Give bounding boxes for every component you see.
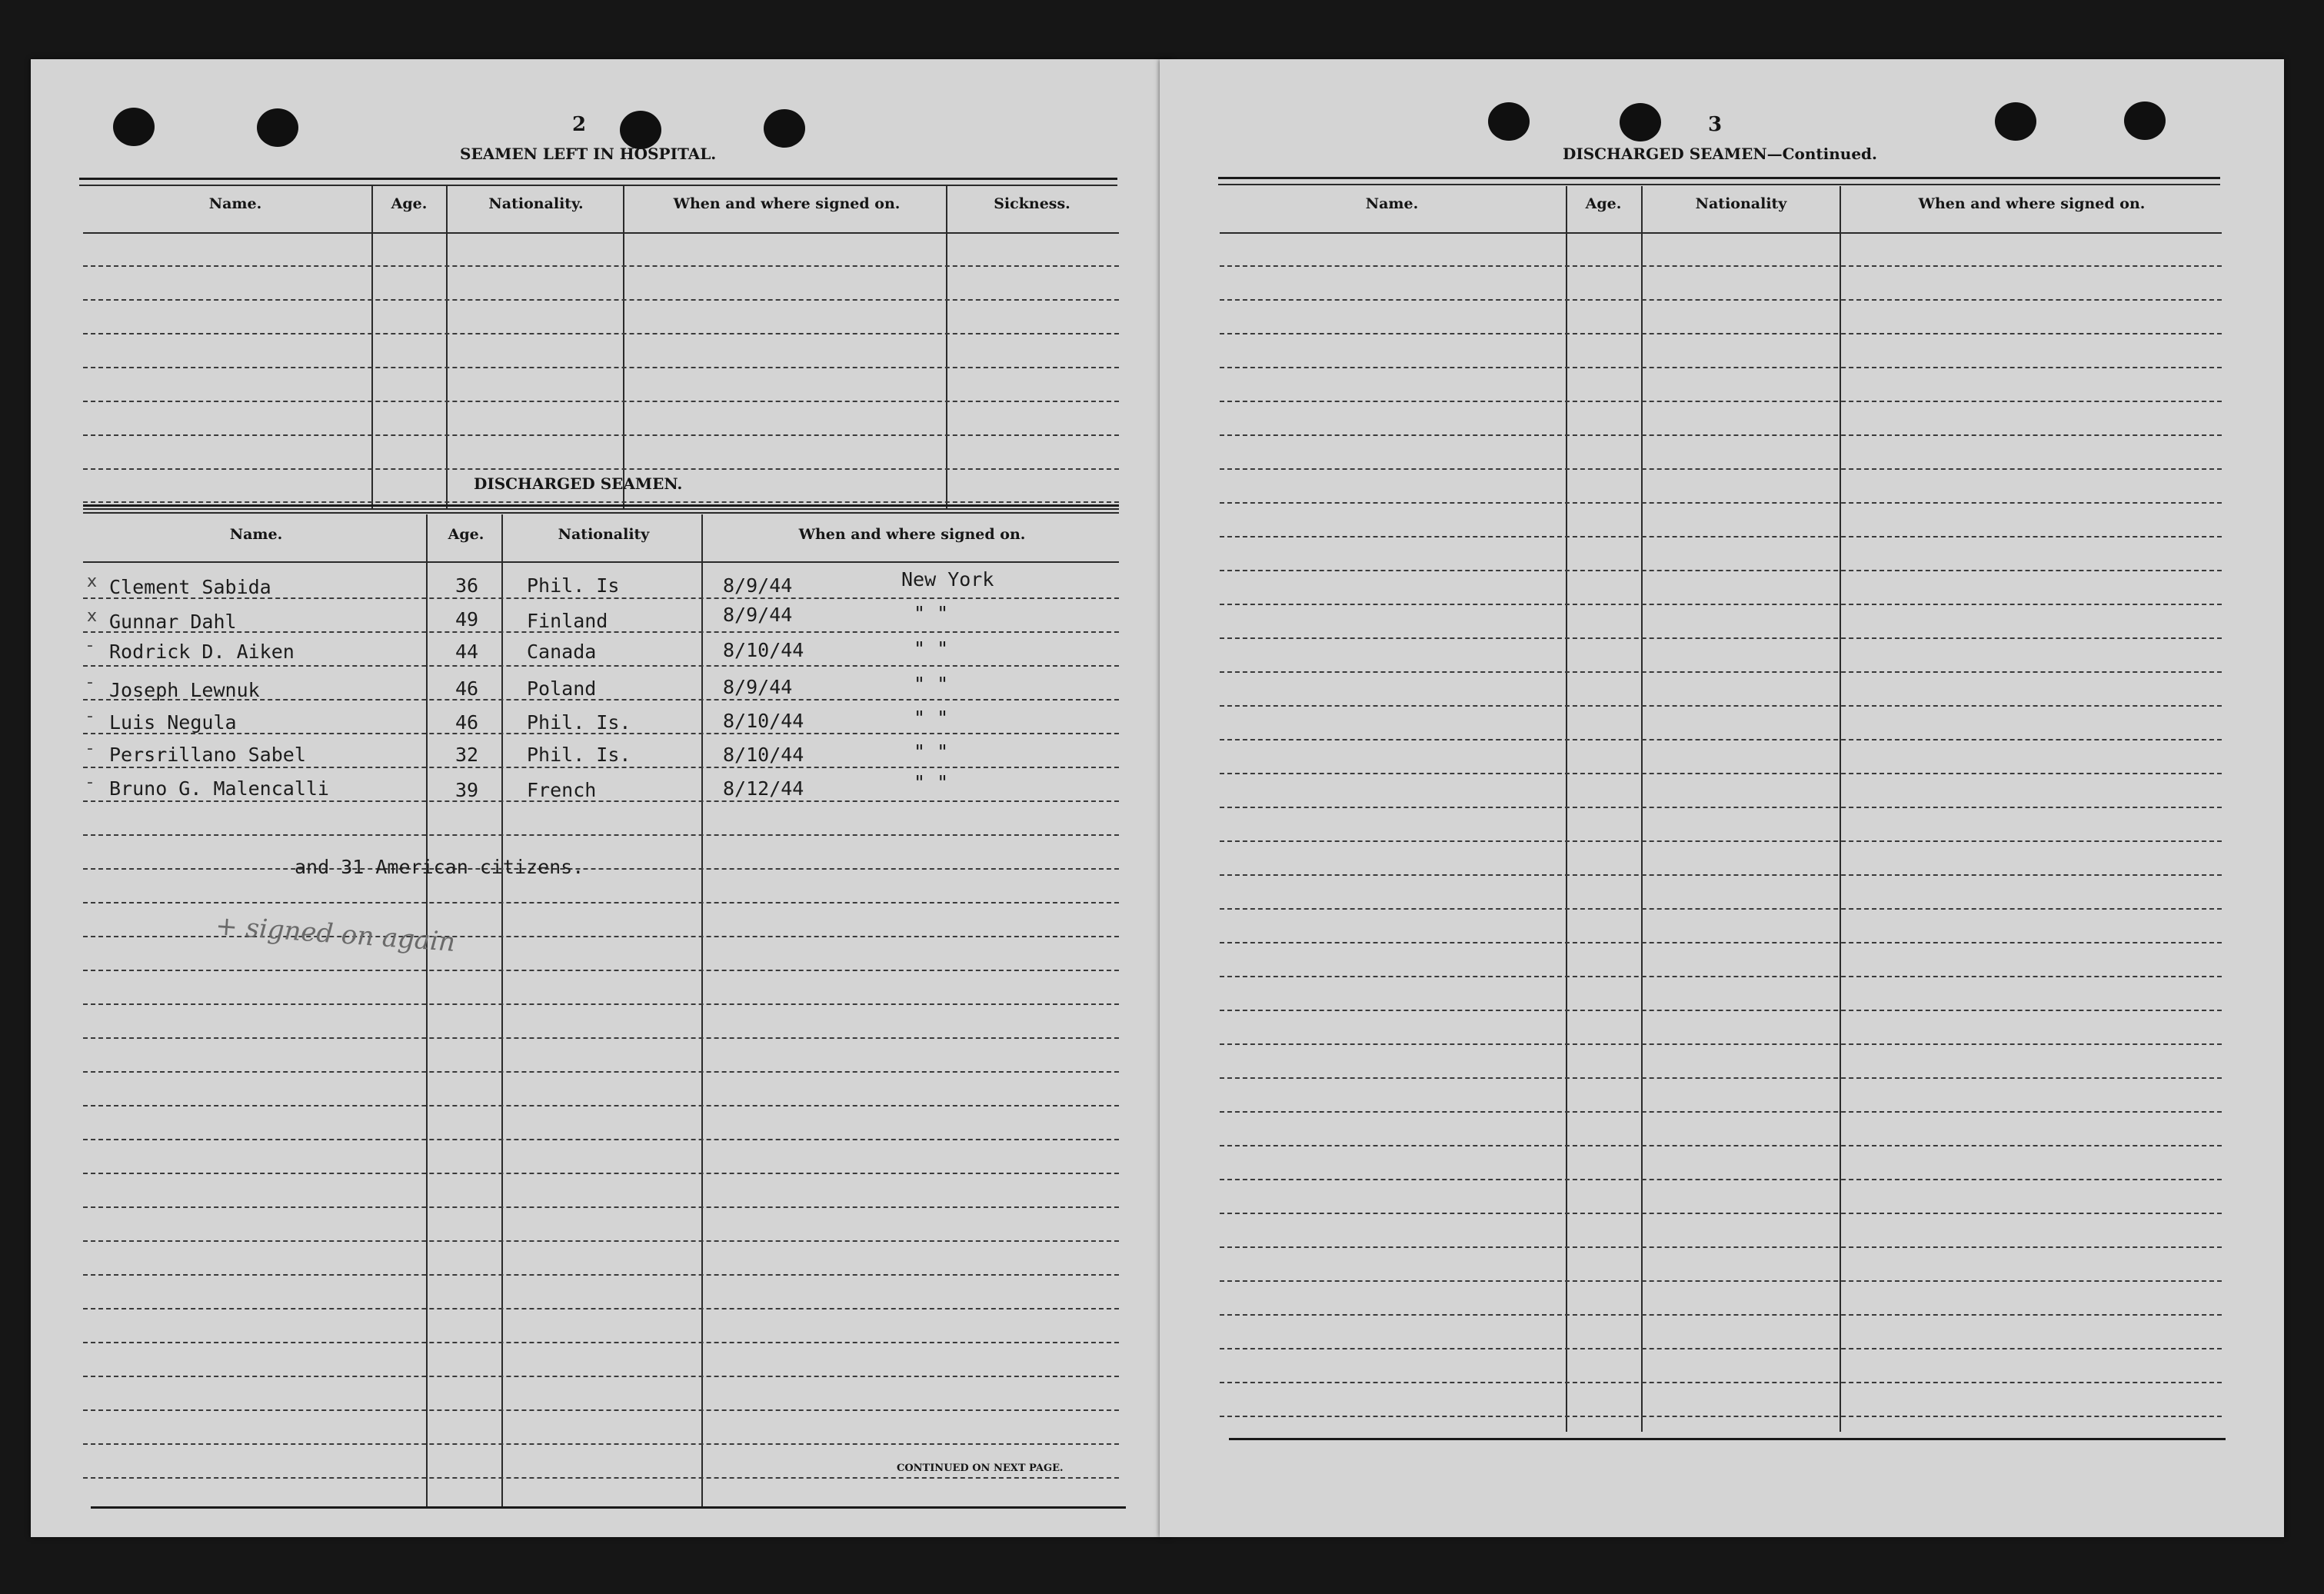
column-header-name: Name. xyxy=(208,195,262,212)
punch-hole xyxy=(1620,103,1661,141)
signed-on-date: 8/9/44 xyxy=(723,574,793,597)
table-row-line xyxy=(83,1308,1119,1309)
table-rule xyxy=(83,508,1119,510)
table-rule xyxy=(79,178,1117,180)
table-row-line xyxy=(1220,604,2222,605)
table-row-line xyxy=(1220,299,2222,301)
seaman-age: 49 xyxy=(455,608,479,631)
column-header-nationality: Nationality xyxy=(1695,195,1787,212)
table-row-line xyxy=(83,800,1119,802)
table-row-line xyxy=(1220,1145,2222,1146)
table-row-line xyxy=(1220,773,2222,774)
seaman-name: Rodrick D. Aiken xyxy=(109,641,295,663)
table-rule xyxy=(1218,177,2220,179)
table-row-line xyxy=(83,1477,1119,1479)
seaman-nationality: Phil. Is. xyxy=(527,744,631,766)
table-row-line xyxy=(1220,1314,2222,1316)
table-row-line xyxy=(83,1376,1119,1377)
table-row-line xyxy=(83,265,1119,267)
table-row-line xyxy=(1220,840,2222,842)
column-header-age: Age. xyxy=(1585,195,1622,212)
seaman-name: Persrillano Sabel xyxy=(109,744,306,766)
seaman-age: 32 xyxy=(455,744,479,766)
seaman-age: 39 xyxy=(455,779,479,801)
table-row-line xyxy=(1220,1111,2222,1113)
table-row-line xyxy=(1220,1280,2222,1282)
signed-on-place: " " xyxy=(914,740,949,763)
table-row-line xyxy=(83,1342,1119,1343)
table-row-line xyxy=(1220,401,2222,402)
row-check-mark: - xyxy=(87,636,93,655)
punch-hole xyxy=(764,109,805,148)
table-row-line xyxy=(1220,570,2222,571)
table-row-line xyxy=(83,834,1119,836)
table-row-line xyxy=(83,367,1119,368)
page-number: 3 xyxy=(1708,113,1730,136)
signed-on-date: 8/10/44 xyxy=(723,710,804,732)
table-row-line xyxy=(83,434,1119,436)
table-rule xyxy=(1218,184,2220,185)
seaman-age: 46 xyxy=(455,677,479,700)
column-header-name: Name. xyxy=(1365,195,1419,212)
table-row-line xyxy=(1220,1213,2222,1214)
table-row-line xyxy=(83,1173,1119,1174)
header-rule xyxy=(83,561,1119,563)
continued-footer: CONTINUED ON NEXT PAGE. xyxy=(897,1463,1064,1474)
seaman-nationality: Poland xyxy=(527,677,597,700)
table-row-line xyxy=(83,970,1119,971)
signed-on-place: " " xyxy=(914,602,949,624)
signed-on-date: 8/9/44 xyxy=(723,676,793,698)
table-rule xyxy=(83,504,1119,507)
table-row-line xyxy=(1220,1382,2222,1383)
table-row-line xyxy=(1220,1348,2222,1349)
seaman-nationality: Phil. Is xyxy=(527,574,620,597)
column-divider xyxy=(1641,186,1643,1432)
table-row-line xyxy=(1220,1416,2222,1417)
punch-hole xyxy=(2124,101,2166,140)
table-row-line xyxy=(83,299,1119,301)
signed-on-place: New York xyxy=(901,568,994,591)
table-rule xyxy=(83,512,1119,514)
row-check-mark: - xyxy=(87,707,93,726)
table-row-line xyxy=(1220,1043,2222,1045)
signed-on-date: 8/9/44 xyxy=(723,604,793,626)
seaman-nationality: Canada xyxy=(527,641,597,663)
column-divider xyxy=(426,514,428,1506)
table-row-line xyxy=(1220,333,2222,334)
column-divider xyxy=(1840,186,1841,1432)
table-row-line xyxy=(83,1105,1119,1106)
seaman-name: Bruno G. Malencalli xyxy=(109,777,329,800)
row-check-mark: - xyxy=(87,773,93,792)
table-row-line xyxy=(1220,637,2222,639)
signed-on-place: " " xyxy=(914,637,949,660)
table-row-line xyxy=(1220,976,2222,977)
table-row-line xyxy=(83,868,1119,870)
page-number: 2 xyxy=(572,113,594,136)
column-divider xyxy=(623,186,624,509)
column-divider xyxy=(701,514,703,1506)
row-check-mark: x xyxy=(87,607,98,626)
column-header-signed-on: When and where signed on. xyxy=(673,195,901,212)
seaman-name: Gunnar Dahl xyxy=(109,611,237,633)
discharged-section-title: DISCHARGED SEAMEN. xyxy=(474,474,683,493)
signed-on-place: " " xyxy=(914,673,949,695)
header-rule xyxy=(1220,232,2222,234)
table-row-line xyxy=(1220,1077,2222,1079)
column-divider xyxy=(371,186,373,509)
american-citizens-note: and 31 American citizens. xyxy=(295,856,584,878)
column-divider xyxy=(446,186,448,509)
table-rule xyxy=(1229,1438,2226,1440)
seaman-nationality: French xyxy=(527,779,597,801)
left-page xyxy=(31,59,1172,1537)
column-header-age: Age. xyxy=(448,526,484,543)
table-row-line xyxy=(1220,942,2222,943)
right-page xyxy=(1160,59,2284,1537)
table-row-line xyxy=(1220,671,2222,673)
seaman-name: Luis Negula xyxy=(109,711,237,734)
punch-hole xyxy=(113,108,155,146)
seaman-name: Joseph Lewnuk xyxy=(109,679,260,701)
punch-hole xyxy=(1488,102,1530,141)
table-row-line xyxy=(1220,468,2222,470)
table-row-line xyxy=(1220,434,2222,436)
table-row-line xyxy=(1220,367,2222,368)
signed-on-place: " " xyxy=(914,707,949,729)
row-check-mark: - xyxy=(87,673,93,692)
table-row-line xyxy=(1220,536,2222,537)
table-row-line xyxy=(83,902,1119,903)
table-rule xyxy=(91,1506,1126,1509)
punch-hole xyxy=(620,111,661,149)
table-rule xyxy=(79,185,1117,186)
seaman-age: 36 xyxy=(455,574,479,597)
table-row-line xyxy=(83,665,1119,667)
column-header-signed-on: When and where signed on. xyxy=(1918,195,2146,212)
seaman-nationality: Finland xyxy=(527,610,608,632)
table-row-line xyxy=(83,1240,1119,1242)
table-row-line xyxy=(83,1443,1119,1445)
column-header-nationality: Nationality. xyxy=(488,195,584,212)
table-row-line xyxy=(83,1274,1119,1276)
column-header-signed-on: When and where signed on. xyxy=(798,526,1026,543)
table-row-line xyxy=(1220,739,2222,740)
table-row-line xyxy=(83,1206,1119,1208)
table-row-line xyxy=(83,1139,1119,1140)
table-row-line xyxy=(83,401,1119,402)
signed-on-date: 8/12/44 xyxy=(723,777,804,800)
signed-on-date: 8/10/44 xyxy=(723,744,804,766)
row-check-mark: - xyxy=(87,739,93,758)
column-header-sickness: Sickness. xyxy=(994,195,1070,212)
seaman-age: 44 xyxy=(455,641,479,663)
page-title: DISCHARGED SEAMEN—Continued. xyxy=(1563,145,1877,163)
signed-on-date: 8/10/44 xyxy=(723,639,804,661)
punch-hole xyxy=(1995,102,2036,141)
table-row-line xyxy=(1220,502,2222,504)
table-row-line xyxy=(83,501,1119,503)
table-row-line xyxy=(83,333,1119,334)
table-row-line xyxy=(1220,908,2222,910)
seaman-nationality: Phil. Is. xyxy=(527,711,631,734)
hospital-section-title: SEAMEN LEFT IN HOSPITAL. xyxy=(460,145,717,163)
table-row-line xyxy=(1220,265,2222,267)
table-row-line xyxy=(83,468,1119,470)
column-header-nationality: Nationality xyxy=(558,526,650,543)
seaman-age: 46 xyxy=(455,711,479,734)
table-row-line xyxy=(83,1071,1119,1073)
table-row-line xyxy=(83,1003,1119,1005)
column-divider xyxy=(946,186,947,509)
table-row-line xyxy=(1220,1246,2222,1248)
column-header-age: Age. xyxy=(391,195,428,212)
seaman-name: Clement Sabida xyxy=(109,576,271,598)
table-row-line xyxy=(83,767,1119,768)
table-row-line xyxy=(83,1409,1119,1411)
signed-on-place: " " xyxy=(914,771,949,794)
table-row-line xyxy=(83,1037,1119,1039)
table-row-line xyxy=(1220,705,2222,707)
header-rule xyxy=(83,232,1119,234)
handwritten-note: + signed on again xyxy=(214,910,457,958)
table-row-line xyxy=(1220,1010,2222,1011)
column-header-name: Name. xyxy=(229,526,283,543)
column-divider xyxy=(501,514,503,1506)
punch-hole xyxy=(257,108,298,147)
table-row-line xyxy=(1220,807,2222,808)
row-check-mark: x xyxy=(87,572,98,591)
table-row-line xyxy=(1220,874,2222,876)
table-row-line xyxy=(1220,1179,2222,1180)
column-divider xyxy=(1566,186,1567,1432)
